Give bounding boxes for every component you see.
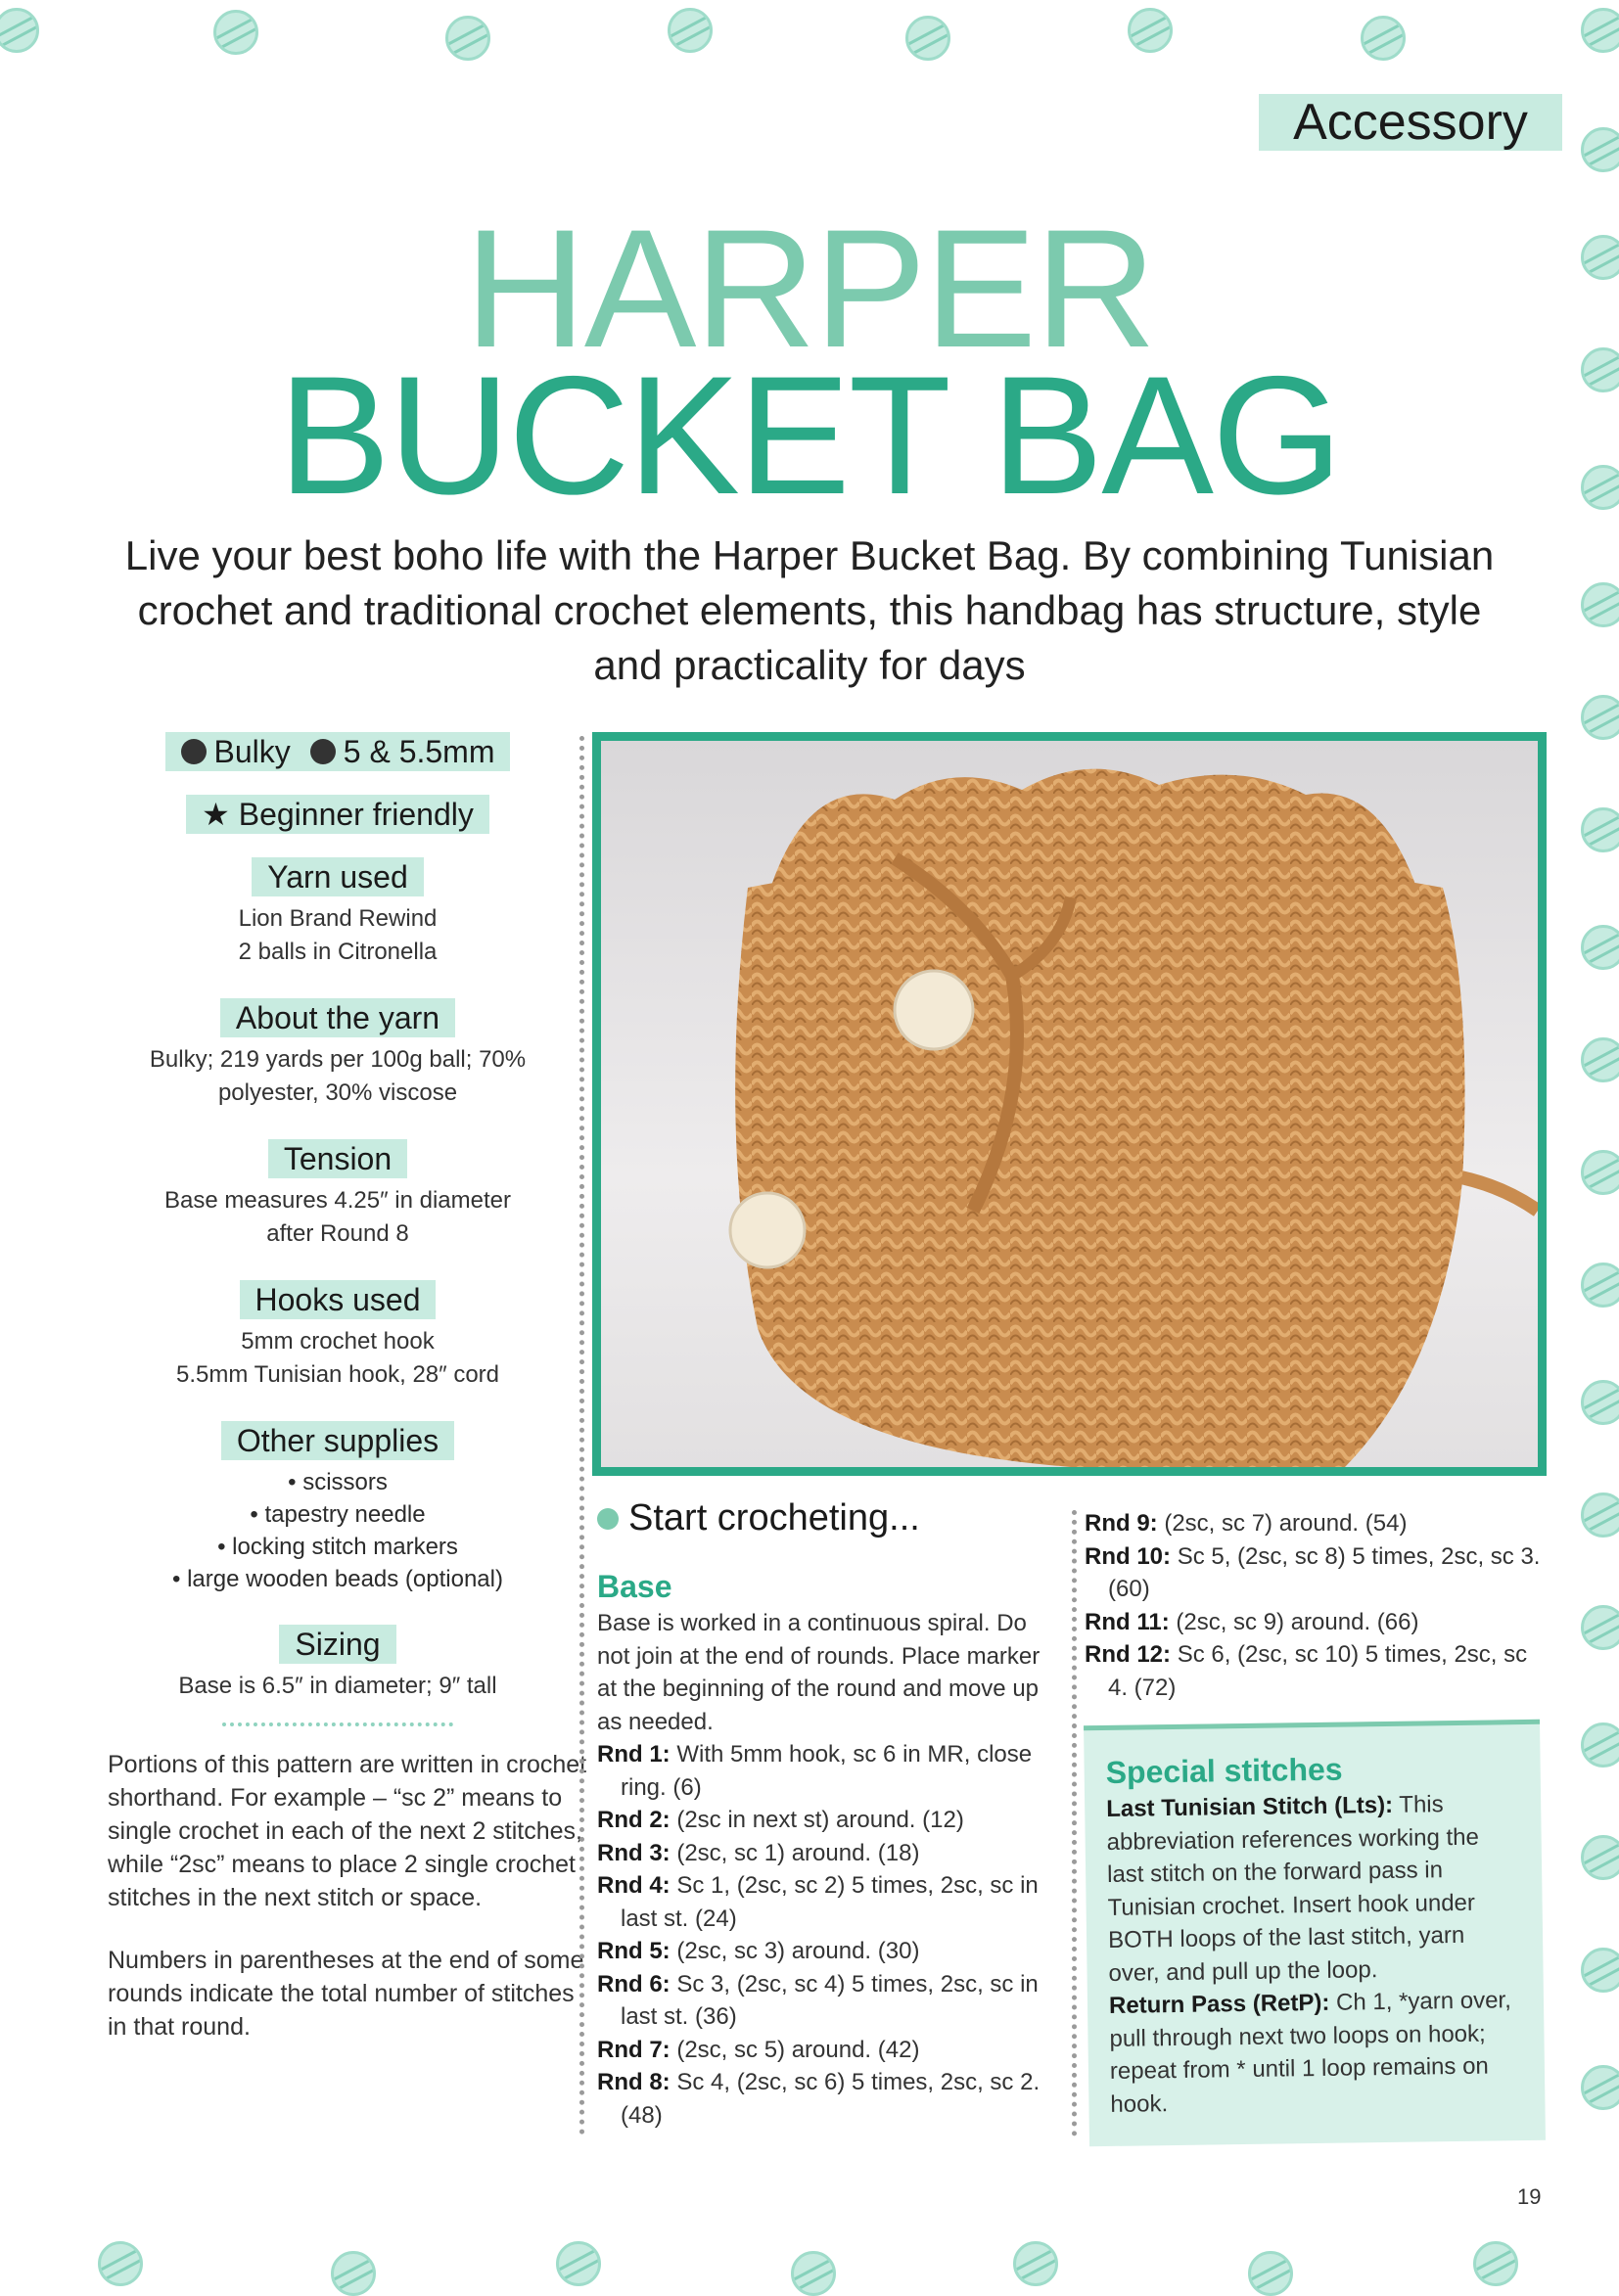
yarn-ball-icon [1473, 2241, 1518, 2286]
yarn-weight-icon [181, 739, 207, 764]
level-pill [186, 795, 489, 834]
yarn-ball-icon [213, 10, 258, 55]
pattern-info-sidebar [88, 732, 587, 2073]
about-yarn-label: About the yarn [220, 998, 455, 1037]
yarn-ball-icon [1361, 16, 1406, 61]
yarn-ball-icon [1581, 695, 1619, 740]
supply-item: • large wooden beads (optional) [172, 1566, 503, 1592]
yarn-ball-icon [1128, 8, 1173, 53]
dotted-divider [222, 1722, 453, 1726]
round-8: Rnd 8: Sc 4, (2sc, sc 6) 5 times, 2sc, sc 2. (48) [597, 2069, 1041, 2129]
category-tag: Accessory [1259, 94, 1562, 151]
weight-hook-pill [165, 732, 511, 771]
supply-item: • locking stitch markers [217, 1534, 458, 1560]
intro-text: Live your best boho life with the Harper Bucket Bag. By combining Tunisian crochet and traditional crochet elements, this handbag has structure, style and practicality for days [124, 532, 1495, 688]
base-title: Base [597, 1569, 672, 1604]
round-2: Rnd 2: (2sc in next st) around. (12) [597, 1807, 964, 1833]
hooks-line2: 5.5mm Tunisian hook, 28″ cord [176, 1361, 499, 1388]
base-intro: Base is worked in a continuous spiral. Do not join at the end of rounds. Place marker at the beginning of the round and move up as needed. [597, 1610, 1041, 1735]
round-10: Rnd 10: Sc 5, (2sc, sc 8) 5 times, 2sc, sc 3. (60) [1085, 1542, 1541, 1602]
yarn-ball-icon [1581, 1835, 1619, 1880]
bucket-bag-photo [592, 732, 1547, 1476]
bag-body [735, 858, 1464, 1467]
round-6: Rnd 6: Sc 3, (2sc, sc 4) 5 times, 2sc, sc in last st. (36) [597, 1970, 1039, 2030]
round-12: Rnd 12: Sc 6, (2sc, sc 10) 5 times, 2sc, sc 4. (72) [1085, 1641, 1528, 1701]
yarn-ball-icon [98, 2241, 143, 2286]
supply-item: • scissors [288, 1469, 388, 1495]
yarn-ball-icon [1581, 1380, 1619, 1425]
hooks-line1: 5mm crochet hook [241, 1328, 435, 1355]
yarn-ball-icon [1581, 127, 1619, 172]
yarn-ball-icon [1581, 1722, 1619, 1768]
bag-top-ruffle [767, 769, 1423, 930]
retp-definition: Return Pass (RetP): Ch 1, *yarn over, pull through next two loops on hook; repeat from * until 1 loop remains on hook. [1108, 1987, 1511, 2118]
yarn-used-label: Yarn used [252, 857, 424, 896]
lts-definition: Last Tunisian Stitch (Lts): This abbreviation references working the last stitch on the forward pass in Tunisian crochet. Insert hook under BOTH loops of the last stitch, yarn over, and pull up the loop. [1106, 1791, 1480, 1987]
shorthand-note: Portions of this pattern are written in crochet shorthand. For example – “sc 2” means to single crochet in each of the next 2 stitches, while “2sc” means to place 2 single crochet stitches in the next stitch or space. [108, 1751, 587, 1911]
hook-icon [310, 739, 336, 764]
yarn-used-line1: Lion Brand Rewind [238, 905, 438, 932]
yarn-ball-icon [905, 16, 950, 61]
instructions-column-2 [1085, 1507, 1545, 1704]
tension-line1: Base measures 4.25″ in diameter [163, 1187, 511, 1214]
yarn-ball-icon [1581, 1948, 1619, 1993]
title-line-1: HARPER [464, 195, 1155, 383]
tension-label: Tension [268, 1139, 407, 1178]
hooks-label: Hooks used [240, 1280, 437, 1319]
round-4: Rnd 4: Sc 1, (2sc, sc 2) 5 times, 2sc, sc in last st. (24) [597, 1872, 1039, 1932]
parentheses-note: Numbers in parentheses at the end of some rounds indicate the total number of stitches in that round. [108, 1947, 584, 2041]
yarn-ball-icon [556, 2241, 601, 2286]
yarn-ball-icon [791, 2251, 836, 2296]
sizing-label: Sizing [279, 1625, 395, 1664]
yarn-ball-icon [0, 8, 39, 53]
title-line-2: BUCKET BAG [278, 342, 1341, 529]
start-heading: Start crocheting... [597, 1497, 920, 1539]
special-stitches-title: Special stitches [1105, 1751, 1343, 1790]
column-divider [1072, 1510, 1077, 2136]
round-5: Rnd 5: (2sc, sc 3) around. (30) [597, 1938, 920, 1964]
about-yarn-line2: polyester, 30% viscose [217, 1079, 458, 1106]
yarn-ball-icon [1581, 2065, 1619, 2110]
yarn-ball-icon [1581, 807, 1619, 852]
skill-level: Beginner friendly [238, 797, 474, 832]
hook-size: 5 & 5.5mm [343, 734, 495, 769]
yarn-ball-icon [1581, 8, 1619, 53]
wooden-bead [730, 1193, 805, 1267]
about-yarn-line1: Bulky; 219 yards per 100g ball; 70% [149, 1046, 527, 1073]
round-7: Rnd 7: (2sc, sc 5) around. (42) [597, 2036, 920, 2063]
yarn-ball-icon [331, 2251, 376, 2296]
page-number: 19 [1517, 2184, 1542, 2209]
yarn-ball-icon [445, 16, 490, 61]
round-1: Rnd 1: With 5mm hook, sc 6 in MR, close ring. (6) [597, 1741, 1033, 1801]
supplies-list [88, 1466, 587, 1595]
round-3: Rnd 3: (2sc, sc 1) around. (18) [597, 1839, 920, 1866]
instructions-column-1 [597, 1566, 1055, 2132]
yarn-ball-icon [1581, 925, 1619, 970]
bag-illustration [601, 741, 1538, 1467]
yarn-ball-icon [1581, 1263, 1619, 1308]
sizing-line1: Base is 6.5″ in diameter; 9″ tall [178, 1673, 497, 1699]
yarn-ball-icon [668, 8, 713, 53]
tension-line2: after Round 8 [266, 1220, 409, 1247]
yarn-ball-icon [1013, 2241, 1058, 2286]
round-11: Rnd 11: (2sc, sc 9) around. (66) [1085, 1608, 1419, 1635]
column-divider [579, 736, 584, 2135]
yarn-ball-icon [1581, 1150, 1619, 1195]
special-stitches-box [1084, 1720, 1546, 2146]
yarn-ball-icon [1581, 1037, 1619, 1082]
yarn-ball-icon [1248, 2251, 1293, 2296]
supplies-label: Other supplies [221, 1421, 454, 1460]
round-9: Rnd 9: (2sc, sc 7) around. (54) [1085, 1510, 1408, 1537]
yarn-weight: Bulky [213, 734, 291, 769]
star-icon: ★ [202, 797, 230, 832]
wooden-bead [895, 971, 973, 1049]
yarn-ball-icon [1581, 1605, 1619, 1650]
yarn-ball-icon [1581, 1492, 1619, 1538]
yarn-used-line2: 2 balls in Citronella [238, 939, 438, 965]
supply-item: • tapestry needle [250, 1501, 426, 1528]
yarn-ball-icon [597, 1508, 619, 1530]
yarn-ball-icon [1581, 582, 1619, 627]
